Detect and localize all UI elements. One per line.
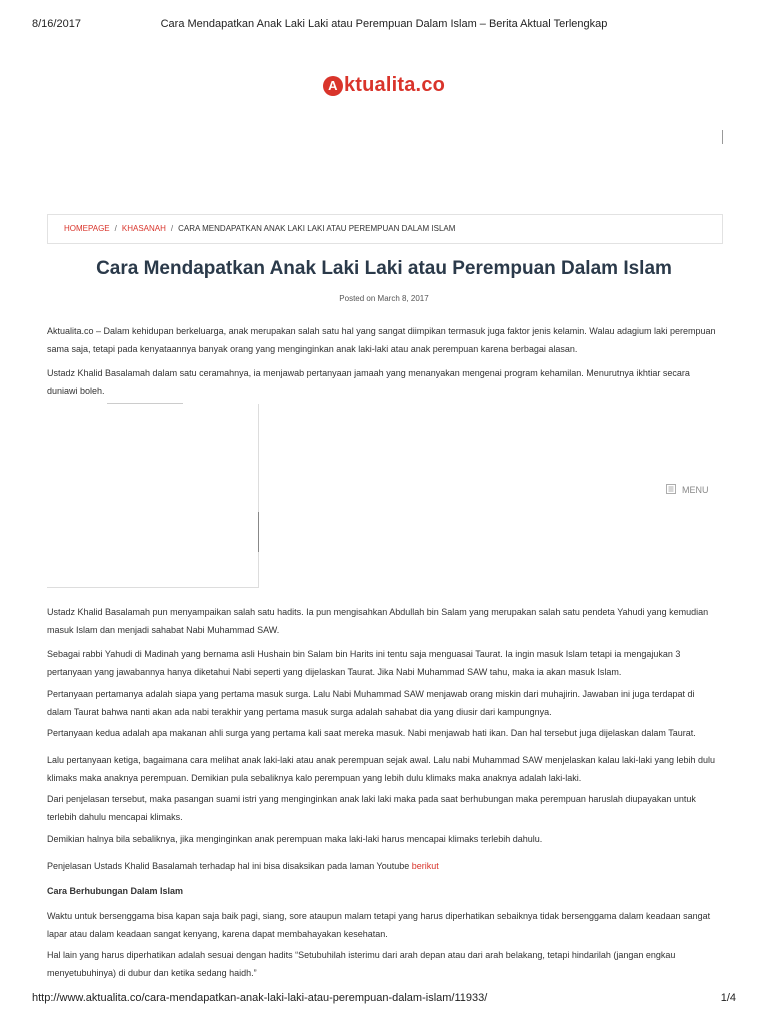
article-paragraph-11: Waktu untuk bersenggama bisa kapan saja baik pagi, siang, sore ataupun malam tetapi yang harus diperhatikan sebaiknya tidak bersenggama dalam keadaan sangat lapar atau dalam keadaan sangat kenyang, karena dapat membahayakan kesehatan. [47,911,711,939]
article-paragraph-7: Lalu pertanyaan ketiga, bagaimana cara melihat anak laki-laki atau anak perempuan sejak awal. Lalu nabi Muhammad SAW menjelaskan kalau laki-laki yang lebih dulu klimaks maka anaknya perempuan. Demikian pula sebaliknya kalo perempuan yang lebih dulu klimaks maka anaknya adalah laki-laki. [47,755,716,783]
article-paragraph-8: Dari penjelasan tersebut, maka pasangan suami istri yang menginginkan anak laki laki maka pada saat berhubungan maka perempuan haruslah diupayakan untuk terlebih dahulu mencapai klimaks. [47,794,696,822]
divider [258,512,259,552]
menu-icon [666,484,676,494]
breadcrumb-home-link[interactable]: HOMEPAGE [64,224,110,233]
page-number: 1/4 [720,992,736,1004]
print-footer [32,992,736,1006]
article-paragraph-12: Hal lain yang harus diperhatikan adalah sesuai dengan hadits “Setubuhilah isterimu dari arah depan atau dari arah belakang, tetapi hindarilah (jangan engkau menyetubuhinya) di dubur dan ketika sedang haidh.” [47,950,676,978]
breadcrumb-category-link[interactable]: KHASANAH [121,224,166,233]
menu-button[interactable] [666,484,709,500]
article-paragraph-6: Pertanyaan kedua adalah apa makanan ahli surga yang pertama kali saat mereka masuk. Nabi menjawab hati ikan. Dan hal tersebut juga dijelaskan dalam Taurat. [47,728,696,738]
paragraph-text: Penjelasan Ustads Khalid Basalamah terhadap hal ini bisa disaksikan pada laman Youtube [47,861,412,871]
print-page-title: Cara Mendapatkan Anak Laki Laki atau Perempuan Dalam Islam – Berita Aktual Terlengkap [160,18,608,30]
breadcrumb-separator: / [170,224,174,233]
youtube-link[interactable]: berikut [411,861,439,871]
article-paragraph-2: Ustadz Khalid Basalamah dalam satu ceramahnya, ia menjawab pertanyaan jamaah yang menanyakan mengenai program kehamilan. Menurutnya ikhtiar secara duniawi boleh. [47,368,690,396]
article-paragraph-1: Aktualita.co – Dalam kehidupan berkeluarga, anak merupakan salah satu hal yang sangat diimpikan termasuk juga faktor jenis kelamin. Walau adagium laki perempuan sama saja, tetapi pada kenyataannya banyak orang yang menginginkan anak laki-laki atau anak perempuan karena berbagai alasan. [47,326,716,354]
article-title: Cara Mendapatkan Anak Laki Laki atau Perempuan Dalam Islam [96,258,672,279]
ad-placeholder [47,404,259,588]
section-heading: Cara Berhubungan Dalam Islam [47,886,184,896]
article-paragraph-5: Pertanyaan pertamanya adalah siapa yang pertama masuk surga. Lalu Nabi Muhammad SAW menjawab orang miskin dari muhajirin. Jawaban ini juga terdapat di dalam Taurat bahwa nanti akan ada nabi terakhir yang pertama masuk surga adalah sahabat dia yang diusir dari kampungnya. [47,689,695,717]
site-logo[interactable] [0,74,768,97]
breadcrumb [47,214,723,244]
divider [107,403,183,404]
article-paragraph-10 [47,857,719,875]
logo-mark-icon: A [323,76,343,96]
article-paragraph-9: Demikian halnya bila sebaliknya, jika menginginkan anak perempuan maka laki-laki harus mencapai klimaks terlebih dahulu. [47,834,543,844]
print-url: http://www.aktualita.co/cara-mendapatkan-anak-laki-laki-atau-perempuan-dalam-islam/11933/ [32,992,488,1004]
divider [722,130,723,144]
print-date: 8/16/2017 [32,18,81,30]
breadcrumb-separator: / [114,224,117,233]
logo-text: ktualita.co [343,74,446,96]
article-paragraph-4: Sebagai rabbi Yahudi di Madinah yang bernama asli Hushain bin Salam bin Harits ini tentu saja menguasai Taurat. Ia ingin masuk Islam tetapi ia mengajukan 3 pertanyaan yang jawabannya hanya diketahui Nabi seperti yang dijelaskan Taurat. Jika Nabi Muhammad SAW tahu, maka ia akan masuk Islam. [47,649,681,677]
breadcrumb-current: CARA MENDAPATKAN ANAK LAKI LAKI ATAU PEREMPUAN DALAM ISLAM [178,224,456,233]
menu-label: MENU [682,485,709,495]
print-header [32,18,736,32]
article-paragraph-3: Ustadz Khalid Basalamah pun menyampaikan salah satu hadits. Ia pun mengisahkan Abdullah bin Salam yang merupakan salah satu pendeta Yahudi yang kemudian masuk Islam dan menjadi sahabat Nabi Muhammad SAW. [47,607,709,635]
post-date: Posted on March 8, 2017 [339,294,429,303]
